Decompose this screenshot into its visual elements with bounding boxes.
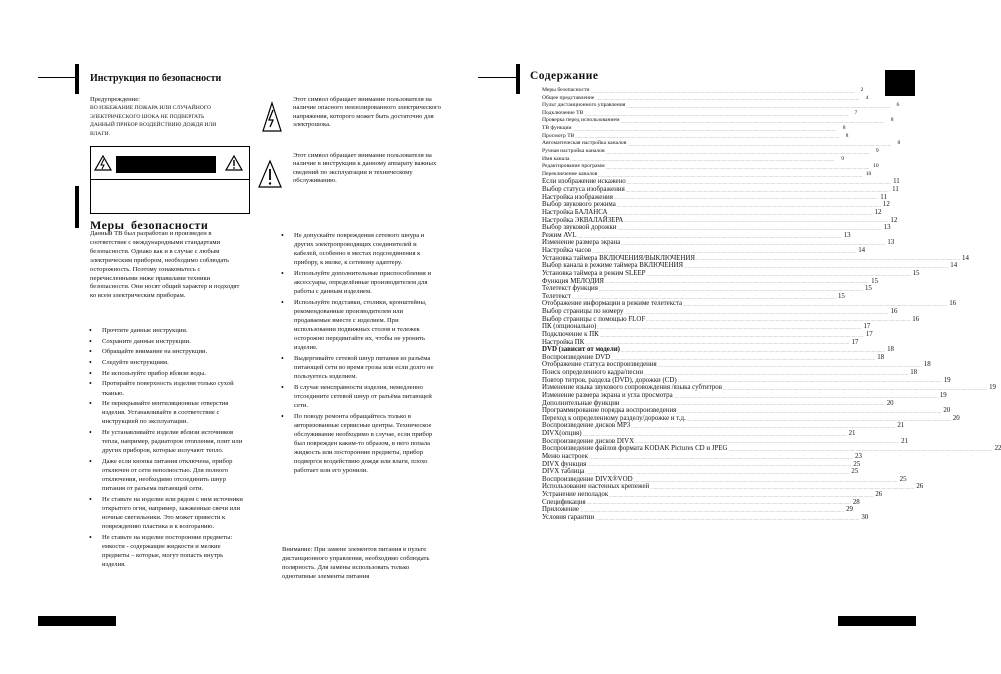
- toc-entry-page: 20: [952, 414, 960, 422]
- toc-entry[interactable]: [542, 109, 858, 118]
- toc-entry[interactable]: [542, 117, 894, 126]
- toc-entry[interactable]: [542, 147, 879, 156]
- toc-leader-dots: ............................................................................................................................................................................................................................: [584, 111, 849, 117]
- toc-leader-dots: ............................................................................................................................................................................................................................: [597, 325, 862, 330]
- toc-entry-label: DIVX(опция): [542, 430, 582, 438]
- safety-title: Меры безопасности: [90, 218, 209, 232]
- toc-entry-page: 21: [897, 422, 905, 430]
- header-bar-left: [75, 64, 79, 94]
- toc-entry-label: DIVX функция: [542, 460, 587, 468]
- toc-leader-dots: ............................................................................................................................................................................................................................: [609, 492, 874, 498]
- toc-entry[interactable]: [542, 353, 885, 362]
- toc-entry[interactable]: [542, 239, 895, 248]
- toc-entry-page: 21: [901, 437, 909, 445]
- toc-entry[interactable]: [542, 186, 899, 194]
- toc-entry-page: 2: [860, 86, 864, 93]
- toc-leader-dots: ............................................................................................................................................................................................................................: [613, 195, 878, 201]
- toc-entry-label: Выбор звуковой дорожки: [542, 224, 617, 232]
- section-bar: [75, 186, 79, 228]
- toc-entry-page: 21: [848, 430, 856, 438]
- toc-entry-label: Функция МЕЛОДИЯ: [542, 277, 605, 285]
- toc-entry-label: Настройка БАЛАНСА: [542, 208, 608, 216]
- toc-entry[interactable]: [542, 293, 844, 301]
- toc-entry[interactable]: [542, 231, 851, 240]
- toc-entry-label: Приложение: [542, 506, 579, 514]
- toc-entry-page: 11: [892, 186, 899, 194]
- toc-leader-dots: ............................................................................................................................................................................................................................: [621, 241, 886, 247]
- toc-entry[interactable]: [542, 269, 920, 278]
- toc-entry-label: Изменение языка звукового сопровождения /языка субтитров: [542, 384, 722, 392]
- toc-entry[interactable]: [542, 475, 907, 484]
- toc-entry-label: Просмотр ТВ: [542, 132, 575, 139]
- toc-leader-dots: ............................................................................................................................................................................................................................: [635, 439, 900, 445]
- toc-entry-label: Телетекст функция: [542, 285, 598, 293]
- toc-entry-page: 15: [912, 269, 920, 277]
- footer-bar-left: [38, 616, 116, 626]
- toc-entry-page: 4: [865, 94, 869, 101]
- toc-entry-page: 26: [875, 491, 883, 499]
- toc-leader-dots: ............................................................................................................................................................................................................................: [579, 508, 844, 513]
- exclamation-warning-icon: [258, 160, 282, 188]
- toc-entry-page: 14: [962, 254, 969, 262]
- toc-leader-dots: ............................................................................................................................................................................................................................: [683, 302, 948, 308]
- toc-entry-page: 13: [887, 239, 895, 247]
- toc-entry-label: Условия гарантии: [542, 513, 595, 521]
- toc-leader-dots: ............................................................................................................................................................................................................................: [617, 225, 882, 231]
- list-item: • Выдергивайте сетевой шнур питания из разъёма питающей сети во время грозы или если долго не пользуетесь изделием.: [278, 354, 440, 381]
- symbol1-text: Этот символ обращает внимание пользователя на наличие опасного неизолированного электрического напряжения, которого может быть достаточно для электрошока.: [293, 96, 441, 129]
- toc-entry-label: Редактирование программ: [542, 163, 605, 170]
- toc-entry[interactable]: [542, 361, 931, 370]
- toc-entry-page: 25: [851, 468, 859, 476]
- toc-entry-page: 15: [864, 285, 872, 293]
- toc-entry-label: Воспроизведение дисков DIVX: [542, 437, 635, 445]
- toc-entry[interactable]: [542, 224, 891, 232]
- toc-entry-label: Воспроизведение DVD: [542, 353, 611, 361]
- list-item: • Используйте подставки, столики, кронштейны, рекомендованные производителем или продаваемые вместе с изделием. При использовании подвижных столов и тележек осторожно передвигайте их, чтобы не уронить изделие.: [278, 298, 440, 353]
- symbol2-text: Этот символ обращает внимание пользователя на наличие в инструкции к данному аппарату важных сведений по эксплуатации и техническому обслуживанию.: [293, 152, 437, 185]
- toc-entry-label: Меню настроек: [542, 452, 588, 460]
- toc-leader-dots: ............................................................................................................................................................................................................................: [595, 515, 860, 521]
- toc-entry-page: 10: [873, 163, 879, 170]
- toc-entry-label: Если изображение искажено: [542, 178, 626, 186]
- toc-entry[interactable]: [542, 391, 947, 400]
- toc-leader-dots: ............................................................................................................................................................................................................................: [575, 134, 840, 140]
- toc-entry-label: Телетекст: [542, 292, 571, 300]
- exclamation-warning-icon: [225, 155, 243, 171]
- footer-bar-right: [838, 616, 916, 626]
- toc-entry[interactable]: [542, 285, 872, 293]
- toc-entry-label: Автоматическая настройка каналов: [542, 140, 627, 147]
- toc-entry[interactable]: [542, 468, 859, 476]
- toc-leader-dots: ............................................................................................................................................................................................................................: [585, 469, 850, 475]
- toc-entry-page: 16: [912, 315, 920, 323]
- toc-entry[interactable]: [542, 430, 856, 438]
- toc-entry[interactable]: [542, 407, 951, 415]
- toc-entry-page: 19: [943, 376, 951, 384]
- toc-entry-page: 13: [883, 224, 891, 232]
- toc-entry-page: 18: [887, 346, 894, 354]
- list-item: • Не ставьте на изделие посторонние предметы: емкости - содержащие жидкости и мелкие предметы – которые, могут попасть внутрь изделия.: [86, 533, 246, 569]
- toc-leader-dots: ............................................................................................................................................................................................................................: [595, 96, 860, 102]
- toc-entry[interactable]: [542, 193, 887, 202]
- toc-entry[interactable]: [542, 460, 861, 469]
- toc-entry-label: Переход к определенному разделу/дорожке и т.д.: [542, 414, 686, 422]
- toc-entry-label: Подключение к ПК: [542, 330, 599, 338]
- table-of-contents: [542, 86, 1001, 522]
- toc-entry-page: 9: [841, 155, 844, 162]
- toc-entry[interactable]: [542, 140, 901, 148]
- toc-leader-dots: ............................................................................................................................................................................................................................: [624, 309, 889, 315]
- toc-entry[interactable]: [542, 125, 844, 133]
- toc-entry[interactable]: [542, 414, 960, 423]
- toc-entry-page: 22: [994, 445, 1001, 453]
- toc-leader-dots: ............................................................................................................................................................................................................................: [585, 340, 850, 346]
- toc-leader-dots: ............................................................................................................................................................................................................................: [608, 210, 873, 216]
- list-item: • Не перекрывайте вентиляционные отверстия изделия. Устанавливайте в соответствие с инструкцией по эксплуатации.: [86, 399, 246, 426]
- toc-entry[interactable]: [542, 445, 1001, 453]
- toc-entry-label: DIVX таблица: [542, 468, 585, 476]
- toc-entry-page: 20: [943, 407, 951, 415]
- toc-entry-page: 12: [882, 201, 890, 209]
- toc-entry[interactable]: [542, 300, 957, 309]
- toc-entry-page: 18: [910, 369, 918, 377]
- toc-entry-label: DVD (зависит от модели): [542, 346, 620, 354]
- toc-entry-label: Устранение неполадок: [542, 491, 609, 499]
- toc-entry-label: Установка таймера в режим SLEEP: [542, 269, 646, 277]
- toc-leader-dots: ............................................................................................................................................................................................................................: [677, 408, 942, 414]
- toc-entry-label: Имя канала: [542, 155, 570, 162]
- toc-entry-page: 18: [877, 353, 885, 361]
- toc-entry-label: Установка таймера ВКЛЮЧЕНИЯ/ВЫКЛЮЧЕНИЯ: [542, 254, 695, 262]
- toc-entry[interactable]: [542, 216, 898, 225]
- toc-entry-label: Отображение информации в режиме телетекста: [542, 300, 683, 308]
- toc-entry-label: Проверка перед использованием: [542, 117, 620, 124]
- toc-leader-dots: ............................................................................................................................................................................................................................: [625, 187, 890, 193]
- toc-entry[interactable]: [542, 452, 862, 461]
- list-item: • Не ставьте на изделие или рядом с ним источники открытого огня, например, зажженные свечи или ночные светильники. Это может привести к повреждению пластика и к возгоранию.: [86, 495, 246, 531]
- toc-entry-page: 15: [871, 277, 879, 285]
- toc-leader-dots: ............................................................................................................................................................................................................................: [582, 431, 847, 437]
- toc-entry-page: 28: [852, 498, 860, 506]
- list-item: • Сохраните данные инструкции.: [86, 337, 246, 346]
- toc-entry-page: 12: [874, 208, 882, 216]
- toc-entry-label: Пульт дистанционного управления: [542, 102, 626, 109]
- toc-leader-dots: ............................................................................................................................................................................................................................: [684, 264, 949, 269]
- toc-entry[interactable]: [542, 346, 894, 354]
- toc-entry-page: 9: [875, 147, 879, 154]
- toc-leader-dots: ............................................................................................................................................................................................................................: [572, 126, 837, 132]
- toc-entry-label: Общее представление: [542, 94, 595, 101]
- toc-leader-dots: ............................................................................................................................................................................................................................: [586, 500, 851, 506]
- toc-entry[interactable]: [542, 170, 872, 179]
- header-rule-right: [478, 77, 518, 78]
- toc-entry[interactable]: [542, 86, 864, 95]
- toc-entry-page: 14: [858, 247, 866, 255]
- toc-entry[interactable]: [542, 491, 883, 499]
- toc-entry-label: Выбор страницы с помощью FLOF: [542, 315, 646, 323]
- toc-leader-dots: ............................................................................................................................................................................................................................: [605, 279, 870, 285]
- header-rule-left: [38, 77, 78, 78]
- toc-entry-label: Дополнительные функции: [542, 399, 620, 407]
- list-item: • Даже если кнопка питания отключена, прибор отключен от сети неполностью. Для полного отключения, необходимо отсоединить шнур питания от разъема питающей сети.: [86, 457, 246, 493]
- toc-leader-dots: ............................................................................................................................................................................................................................: [728, 447, 993, 452]
- toc-entry-label: ТВ функции: [542, 125, 572, 132]
- toc-title: Содержание: [530, 70, 599, 82]
- toc-entry-page: 17: [863, 323, 871, 331]
- toc-entry-label: Изменение размера экрана: [542, 239, 621, 247]
- toc-leader-dots: ............................................................................................................................................................................................................................: [588, 454, 853, 460]
- toc-entry[interactable]: [542, 156, 844, 164]
- list-item: • Не допускайте повреждения сетевого шнура и других электропроводящих соединителей и кабелей, особенно в местах подсоединения к прибору, к вилке, к сетевому адаптеру.: [278, 231, 440, 267]
- toc-entry-page: 12: [890, 216, 898, 224]
- toc-leader-dots: ............................................................................................................................................................................................................................: [624, 218, 889, 224]
- toc-leader-dots: ............................................................................................................................................................................................................................: [620, 347, 885, 353]
- lightning-warning-icon: [94, 155, 112, 171]
- toc-leader-dots: ............................................................................................................................................................................................................................: [620, 119, 885, 125]
- toc-entry-page: 19: [989, 384, 996, 392]
- toc-entry-page: 25: [899, 475, 907, 483]
- toc-entry[interactable]: [542, 323, 871, 331]
- toc-leader-dots: ............................................................................................................................................................................................................................: [592, 248, 857, 254]
- toc-leader-dots: ............................................................................................................................................................................................................................: [646, 271, 911, 277]
- toc-entry-label: Настройка часов: [542, 247, 592, 255]
- toc-entry[interactable]: [542, 506, 853, 514]
- toc-entry[interactable]: [542, 102, 900, 110]
- toc-entry-label: Настройка ПК: [542, 338, 585, 346]
- toc-leader-dots: ............................................................................................................................................................................................................................: [650, 485, 915, 491]
- toc-entry-label: Отображение статуса воспроизведения: [542, 361, 657, 369]
- toc-entry-label: Поиск определенного кадра/песни: [542, 369, 644, 377]
- toc-leader-dots: ............................................................................................................................................................................................................................: [631, 424, 896, 430]
- toc-entry-page: 8: [845, 132, 849, 139]
- toc-entry-page: 16: [890, 308, 898, 316]
- toc-entry[interactable]: [542, 384, 996, 392]
- toc-leader-dots: ............................................................................................................................................................................................................................: [598, 286, 863, 292]
- toc-entry-page: 6: [896, 102, 900, 109]
- warning-caption: Предупреждение:: [90, 96, 140, 103]
- toc-entry-page: 11: [880, 193, 887, 201]
- toc-entry[interactable]: [542, 201, 890, 209]
- toc-entry[interactable]: [542, 308, 898, 316]
- toc-entry[interactable]: [542, 254, 969, 263]
- toc-entry-page: 7: [854, 109, 858, 116]
- list-item: • Протирайте поверхность изделия только сухой тканью.: [86, 379, 246, 397]
- toc-entry-page: 17: [865, 330, 873, 338]
- toc-entry-page: 26: [916, 483, 924, 491]
- toc-entry-page: 8: [842, 125, 846, 132]
- toc-leader-dots: ............................................................................................................................................................................................................................: [633, 477, 898, 483]
- safety-list-1: [86, 326, 246, 571]
- safety-list-2: [278, 231, 440, 477]
- toc-leader-dots: ............................................................................................................................................................................................................................: [570, 157, 835, 163]
- toc-entry[interactable]: [542, 94, 869, 103]
- toc-entry-page: 29: [846, 506, 853, 514]
- toc-entry-page: 30: [861, 513, 869, 521]
- toc-entry-label: Программирование порядка воспроизведения: [542, 407, 677, 415]
- toc-entry-label: ПК (опционально): [542, 323, 597, 331]
- toc-entry[interactable]: [542, 315, 920, 324]
- toc-entry-label: Воспроизведение дисков MP3: [542, 422, 631, 430]
- toc-entry-label: Выбор страницы по номеру: [542, 308, 624, 316]
- toc-entry[interactable]: [542, 437, 909, 446]
- toc-entry-page: 13: [843, 231, 851, 239]
- toc-entry-page: 25: [853, 460, 861, 468]
- toc-entry-label: Режим AVL: [542, 231, 577, 239]
- toc-leader-dots: ............................................................................................................................................................................................................................: [577, 233, 842, 239]
- toc-leader-dots: ............................................................................................................................................................................................................................: [626, 180, 891, 186]
- toc-entry[interactable]: [542, 513, 869, 522]
- toc-entry-page: 18: [923, 361, 931, 369]
- caution-black-band: [116, 156, 216, 173]
- warning-text: ВО ИЗБЕЖАНИЕ ПОЖАРА ИЛИ СЛУЧАЙНОГО ЭЛЕКТРИЧЕСКОГО ШОКА НЕ ПОДВЕРГАТЬ ДАННЫЙ ПРИБОР ВОЗДЕЙСТВИЮ ДОЖДЯ ИЛИ ВЛАГИ.: [90, 105, 217, 137]
- toc-entry-label: Ручная настройка каналов: [542, 147, 605, 154]
- battery-note: Внимание: При замене элементов питания в пульте дистанционного управления, необходимо соблюдать полярность. Для замены использовать только однотипные элементы питания: [282, 546, 430, 581]
- toc-leader-dots: ............................................................................................................................................................................................................................: [677, 378, 942, 384]
- toc-leader-dots: ............................................................................................................................................................................................................................: [722, 386, 987, 391]
- toc-entry-page: 8: [897, 140, 901, 147]
- toc-entry[interactable]: [542, 178, 900, 187]
- toc-leader-dots: ............................................................................................................................................................................................................................: [598, 172, 863, 178]
- list-item: • Обращайте внимание на инструкции.: [86, 347, 246, 356]
- toc-leader-dots: ............................................................................................................................................................................................................................: [605, 164, 870, 170]
- toc-entry-page: 15: [837, 292, 845, 300]
- toc-entry-page: 17: [851, 338, 859, 346]
- toc-entry[interactable]: [542, 262, 958, 270]
- list-item: • В случае неисправности изделия, немедленно отсоедините сетевой шнур от разъёма питающей сети.: [278, 383, 440, 410]
- toc-leader-dots: ............................................................................................................................................................................................................................: [626, 103, 891, 109]
- list-item: • Используйте дополнительные приспособления и аксессуары, определённые производителем для работы с данным изделием.: [278, 269, 440, 296]
- toc-entry-page: 16: [949, 300, 957, 308]
- toc-leader-dots: ............................................................................................................................................................................................................................: [657, 363, 922, 369]
- toc-entry-label: Меры безопасности: [542, 86, 590, 93]
- toc-entry-page: 19: [939, 391, 947, 399]
- toc-entry-label: Настройка изображения: [542, 193, 613, 201]
- toc-entry-label: Подключение ТВ: [542, 109, 584, 116]
- lightning-warning-icon: [262, 102, 282, 132]
- toc-entry[interactable]: [542, 208, 882, 217]
- toc-leader-dots: ............................................................................................................................................................................................................................: [590, 88, 855, 94]
- toc-entry-label: Настройка ЭКВАЛАЙЗЕРА: [542, 216, 624, 224]
- list-item: • Следуйте инструкциям.: [86, 358, 246, 367]
- toc-entry-label: Выбор канала в режиме таймера ВКЛЮЧЕНИЯ: [542, 262, 684, 270]
- caution-rule: [91, 179, 249, 180]
- corner-tab: [885, 70, 915, 96]
- toc-leader-dots: ............................................................................................................................................................................................................................: [571, 294, 836, 300]
- toc-entry-label: Спецификация: [542, 498, 586, 506]
- toc-leader-dots: ............................................................................................................................................................................................................................: [616, 203, 881, 208]
- list-item: • Не используйте прибор вблизи воды.: [86, 369, 246, 378]
- toc-leader-dots: ............................................................................................................................................................................................................................: [695, 256, 960, 262]
- toc-leader-dots: ............................................................................................................................................................................................................................: [686, 416, 951, 422]
- toc-leader-dots: ............................................................................................................................................................................................................................: [599, 332, 864, 338]
- toc-entry-label: Переключение каналов: [542, 170, 598, 177]
- caution-box: [90, 146, 250, 214]
- header-title: Инструкция по безопасности: [90, 73, 222, 84]
- list-item: • Прочтите данные инструкции.: [86, 326, 246, 335]
- toc-entry[interactable]: [542, 483, 924, 492]
- toc-entry[interactable]: [542, 277, 879, 286]
- toc-entry-page: 20: [886, 399, 894, 407]
- toc-entry[interactable]: [542, 330, 873, 339]
- toc-leader-dots: ............................................................................................................................................................................................................................: [646, 317, 911, 323]
- toc-leader-dots: ............................................................................................................................................................................................................................: [627, 142, 892, 147]
- toc-entry-label: Выбор звукового режима: [542, 201, 616, 209]
- toc-entry[interactable]: [542, 369, 918, 377]
- toc-leader-dots: ............................................................................................................................................................................................................................: [644, 370, 909, 376]
- toc-entry-label: Использование настенных крепежей: [542, 483, 650, 491]
- toc-entry[interactable]: [542, 247, 866, 255]
- toc-leader-dots: ............................................................................................................................................................................................................................: [605, 149, 870, 155]
- toc-entry[interactable]: [542, 376, 951, 385]
- toc-entry-page: 8: [890, 117, 894, 124]
- toc-entry[interactable]: [542, 498, 860, 507]
- toc-entry[interactable]: [542, 338, 859, 347]
- toc-entry-page: 11: [893, 178, 900, 186]
- toc-entry-label: Выбор статуса изображения: [542, 186, 625, 194]
- toc-entry-label: Повтор титров, раздела (DVD), дорожки (CD): [542, 376, 677, 384]
- toc-entry-page: 14: [950, 262, 958, 270]
- toc-entry-label: Воспроизведение файлов формата KODAK Pictures CD и JPEG: [542, 445, 728, 453]
- list-item: • По поводу ремонта обращайтесь только в авторизованные сервисные центры. Техническое обслуживание необходимо в случае, если прибор был поврежден каким-то образом, в него попала жидкость или посторонние предметы, прибор подвергся воздействию дождя или влаги, плохо работает или его уронили.: [278, 412, 440, 476]
- toc-leader-dots: ............................................................................................................................................................................................................................: [620, 401, 885, 407]
- list-item: • Не устанавливайте изделие вблизи источников тепла, например, радиаторов отопления, плит или других приборов, которые излучают тепло.: [86, 428, 246, 455]
- toc-leader-dots: ............................................................................................................................................................................................................................: [587, 462, 852, 468]
- toc-entry[interactable]: [542, 163, 879, 171]
- toc-leader-dots: ............................................................................................................................................................................................................................: [673, 393, 938, 399]
- header-bar-right: [516, 64, 520, 94]
- toc-entry-page: 23: [855, 452, 862, 460]
- toc-entry[interactable]: [542, 399, 894, 408]
- toc-entry-label: Воспроизведение DIVX®VOD: [542, 475, 633, 483]
- toc-leader-dots: ............................................................................................................................................................................................................................: [611, 355, 876, 361]
- toc-entry-page: 10: [865, 170, 872, 177]
- toc-entry[interactable]: [542, 422, 905, 431]
- toc-entry-label: Изменение размера экрана и угла просмотра: [542, 391, 673, 399]
- safety-intro: Данный ТВ был разработан и произведен в соответствие с международными стандартами безопасности. Однако как и в случае с любым электрическим прибором, необходимо соблюдать осторожность. Поэтому ознакомьтесь с перечисленными ниже правилами техники безопасности. Они носят общий характер и подходят ко всем электрическим приборам.: [90, 230, 240, 300]
